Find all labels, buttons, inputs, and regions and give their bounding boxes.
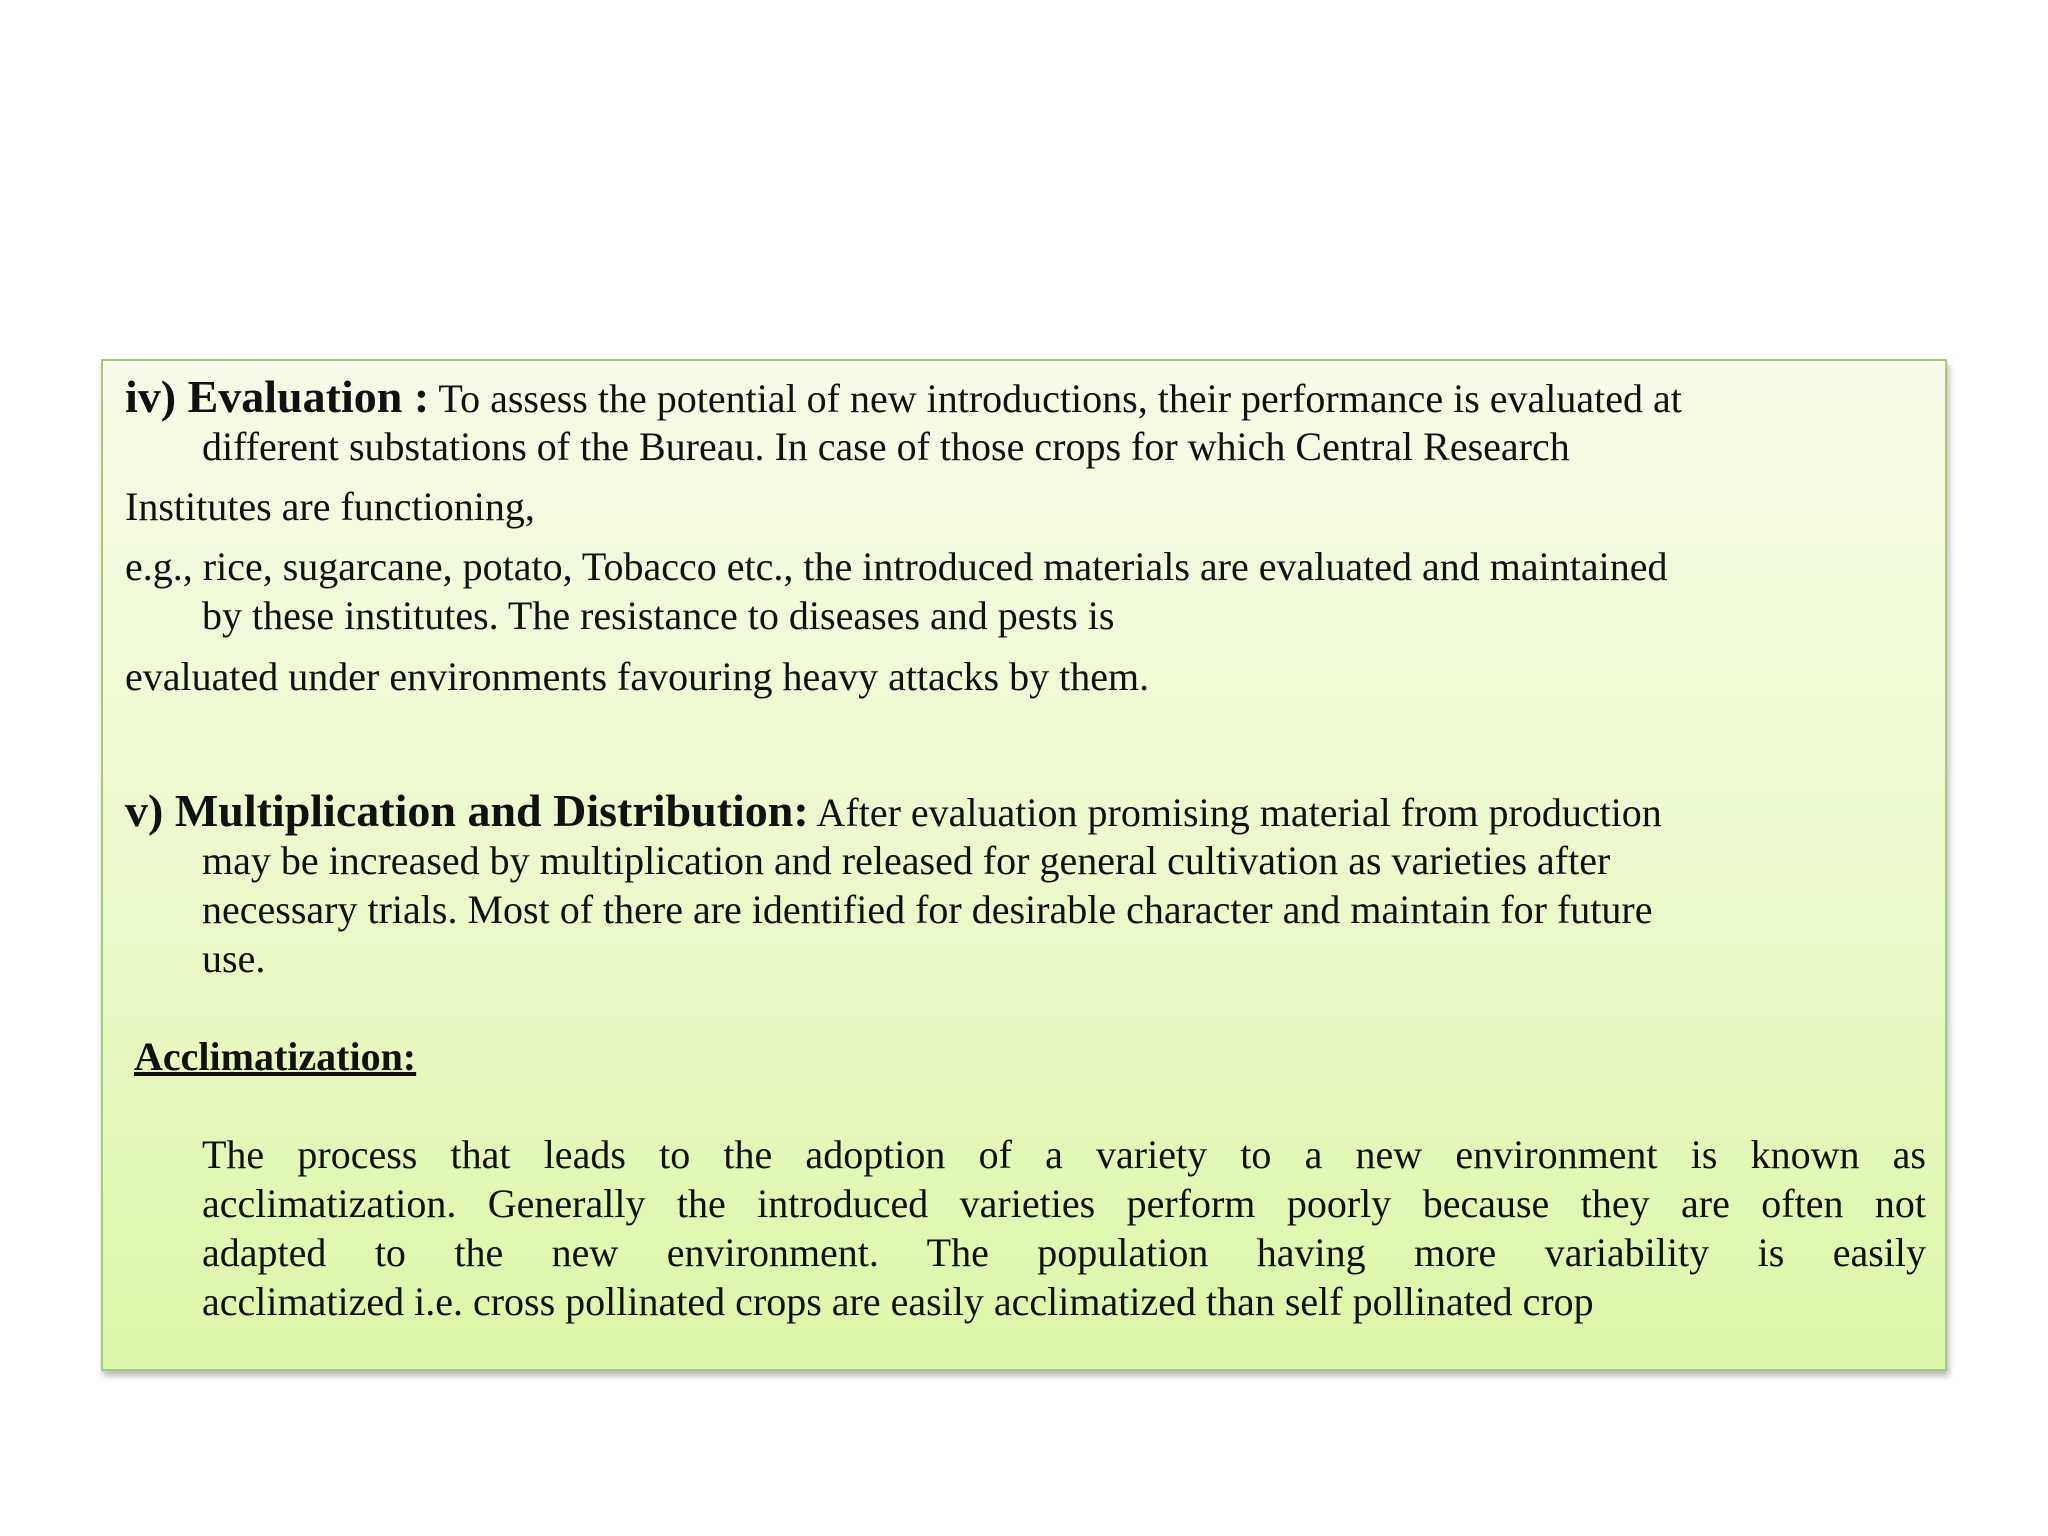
evaluation-heading: iv) Evaluation : [125,371,430,422]
evaluation-line-5: by these institutes. The resistance to diseases and pests is [202,593,1115,638]
acclimatization-line-3: adapted to the new environment. The population having more variability is easily [202,1230,1926,1275]
evaluation-line-6: evaluated under environments favouring heavy attacks by them. [125,654,1150,699]
content-box [101,359,1947,1371]
evaluation-line-4: e.g., rice, sugarcane, potato, Tobacco etc., the introduced materials are evaluated and maintained [125,544,1668,589]
evaluation-line-1 [125,373,1682,423]
multiplication-line-1 [125,787,1662,837]
acclimatization-line-1: The process that leads to the adoption of a variety to a new environment is known as [202,1132,1926,1177]
acclimatization-line-4: acclimatized i.e. cross pollinated crops are easily acclimatized than self pollinated crop [202,1279,1594,1324]
multiplication-line-3: necessary trials. Most of there are identified for desirable character and maintain for future [202,887,1653,932]
acclimatization-title: Acclimatization: [134,1034,417,1079]
multiplication-line-2: may be increased by multiplication and released for general cultivation as varieties after [202,838,1611,883]
evaluation-line-3: Institutes are functioning, [125,484,535,529]
multiplication-text-1: After evaluation promising material from production [808,790,1662,835]
acclimatization-line-2: acclimatization. Generally the introduced varieties perform poorly because they are often not [202,1181,1926,1226]
multiplication-heading: v) Multiplication and Distribution: [125,785,809,836]
evaluation-text-1: To assess the potential of new introductions, their performance is evaluated at [429,376,1682,421]
evaluation-line-2: different substations of the Bureau. In case of those crops for which Central Research [202,424,1570,469]
multiplication-line-4: use. [202,936,266,981]
